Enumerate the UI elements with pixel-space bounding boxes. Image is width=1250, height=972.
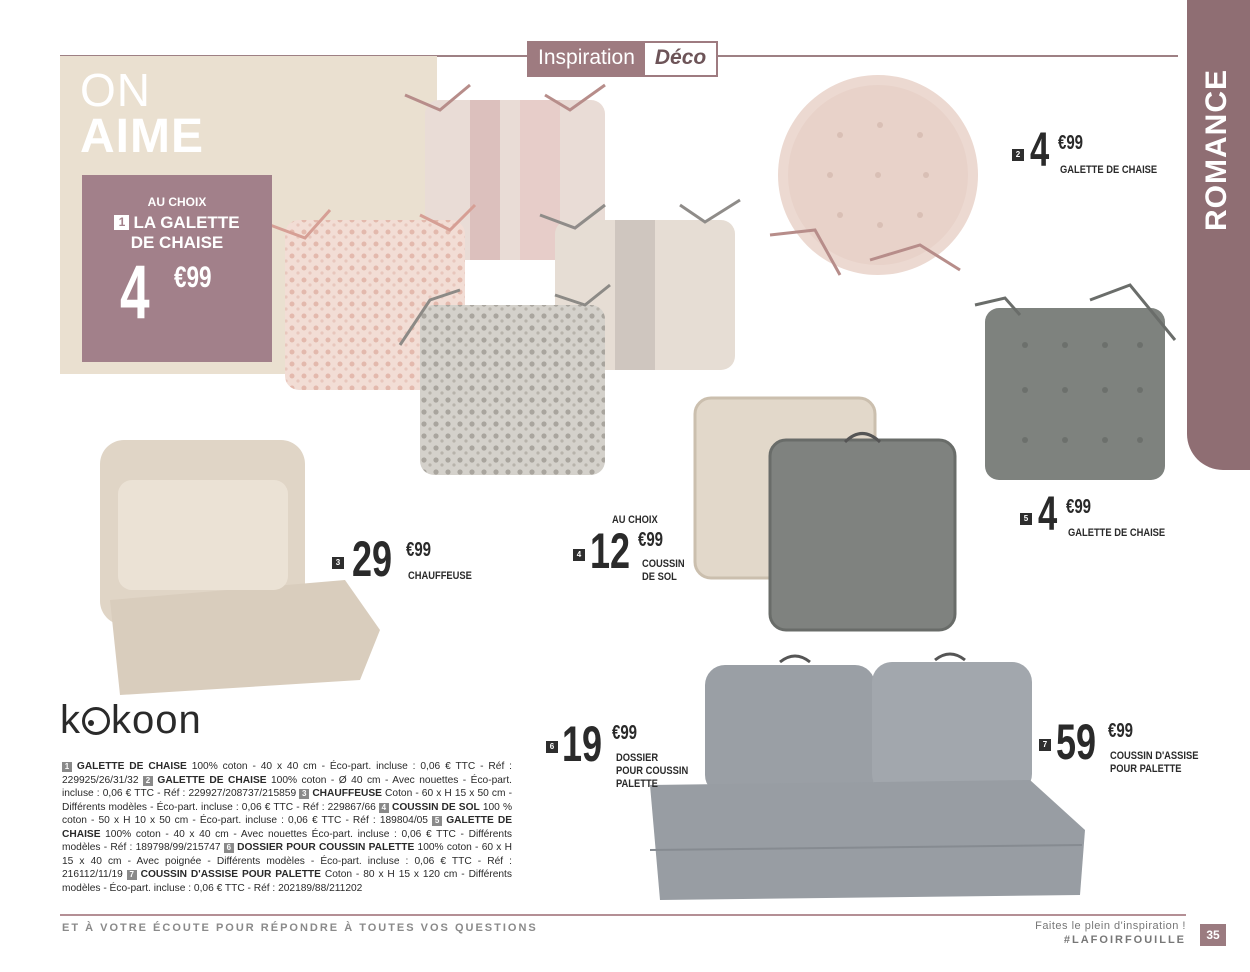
price-cents: €99 [1058,132,1084,154]
side-tab-label: ROMANCE [1200,69,1233,231]
brand-logo: k koon [60,698,202,742]
price-cents: €99 [638,529,664,551]
price-label: GALETTE DE CHAISE [1068,527,1166,539]
price-int: 19 [562,716,603,772]
promo-choice: AU CHOIX [147,195,207,209]
page-number: 35 [1200,924,1226,946]
price-label: PALETTE [616,778,658,790]
price-cents: €99 [406,539,432,561]
price-label: COUSSIN D'ASSISE [1110,750,1199,762]
price-cents: €99 [612,722,638,744]
price-number: 7 [1039,739,1051,751]
grey-floral-cushion [400,285,610,475]
price-label: POUR COUSSIN [616,765,689,777]
price-int: 59 [1056,714,1097,770]
promo-price-int: 4 [120,250,150,335]
price-int: 29 [352,531,393,587]
price-label: COUSSIN [642,558,685,570]
price-label: DE SOL [642,571,677,583]
round-pink-cushion [770,75,978,275]
product-description: 1 GALETTE DE CHAISE 100% coton - 40 x 40 cm - Éco-part. incluse : 0,06 € TTC - Réf : 229925/26/31/32 2 GALETTE DE CHAISE 100% coton - Ø 40 cm - Avec nouettes - Éco-part. incluse : 0,06 € TTC - Réf : 229927/208737/215859 3 CHAUFFEUSE Coton - 60 x H 15 x 50 cm - Différents modèles - Éco-part. incluse : 0,06 € TTC - Réf : 229867/66 4 COUSSIN DE SOL 100 % coton - 50 x H 10 x 50 cm - Éco-part. incluse : 0,06 € TTC - Réf : 189804/05 5 GALETTE DE CHAISE 100% coton - 40 x 40 cm - Avec nouettes Éco-part. incluse : 0,06 € TTC - Différents modèles - Réf : 189798/99/215747 6 DOSSIER POUR COUSSIN PALETTE 100% coton - 60 x H 15 x 40 cm - Avec poignée - Différents modèles - Éco-part. incluse : 0,06 € TTC - Réf : 216112/11/19 7 COUSSIN D'ASSISE POUR PALETTE Coton - 80 x H 15 x 120 cm - Différents modèles - Éco-part. incluse : 0,06 € TTC - Réf : 202189/88/211202 [62,761,513,894]
promo-title-2: DE CHAISE [130,233,224,252]
footer-hashtag: #LAFOIRFOUILLE [1063,934,1186,946]
price-int: 12 [590,523,631,579]
price-number: 3 [332,557,344,569]
price-label: CHAUFFEUSE [408,570,472,582]
price-cents: €99 [1066,496,1092,518]
on-aime-line1: ON [80,64,151,116]
price-label: GALETTE DE CHAISE [1060,164,1158,176]
grey-square-cushion [975,285,1175,480]
footer-tagline: ET À VOTRE ÉCOUTE POUR RÉPONDRE À TOUTES VOS QUESTIONS [62,922,538,934]
price-label: POUR PALETTE [1110,763,1182,775]
price-number: 2 [1012,149,1024,161]
section-tag-right: Déco [654,46,707,69]
price-number: 5 [1020,513,1032,525]
price-number: 6 [546,741,558,753]
footer-slogan: Faites le plein d'inspiration ! [1035,920,1186,932]
price-cents: €99 [1108,720,1134,742]
promo-title-1: 1 LA GALETTE [82,213,272,233]
floor-cushions [695,398,955,630]
price-int: 4 [1030,124,1050,177]
section-tag-left: Inspiration [529,43,645,75]
promo-number: 1 [114,215,129,230]
promo-price-cents: €99 [174,261,212,294]
promo-box [82,175,272,362]
footer-rule [60,914,1186,916]
on-aime-line2: AIME [80,110,204,163]
price-pre: AU CHOIX [612,514,658,526]
brand-logo-mark-icon [82,707,110,735]
palette-sofa [650,654,1085,900]
price-number: 4 [573,549,585,561]
price-label: DOSSIER [616,752,659,764]
price-int: 4 [1038,488,1058,541]
